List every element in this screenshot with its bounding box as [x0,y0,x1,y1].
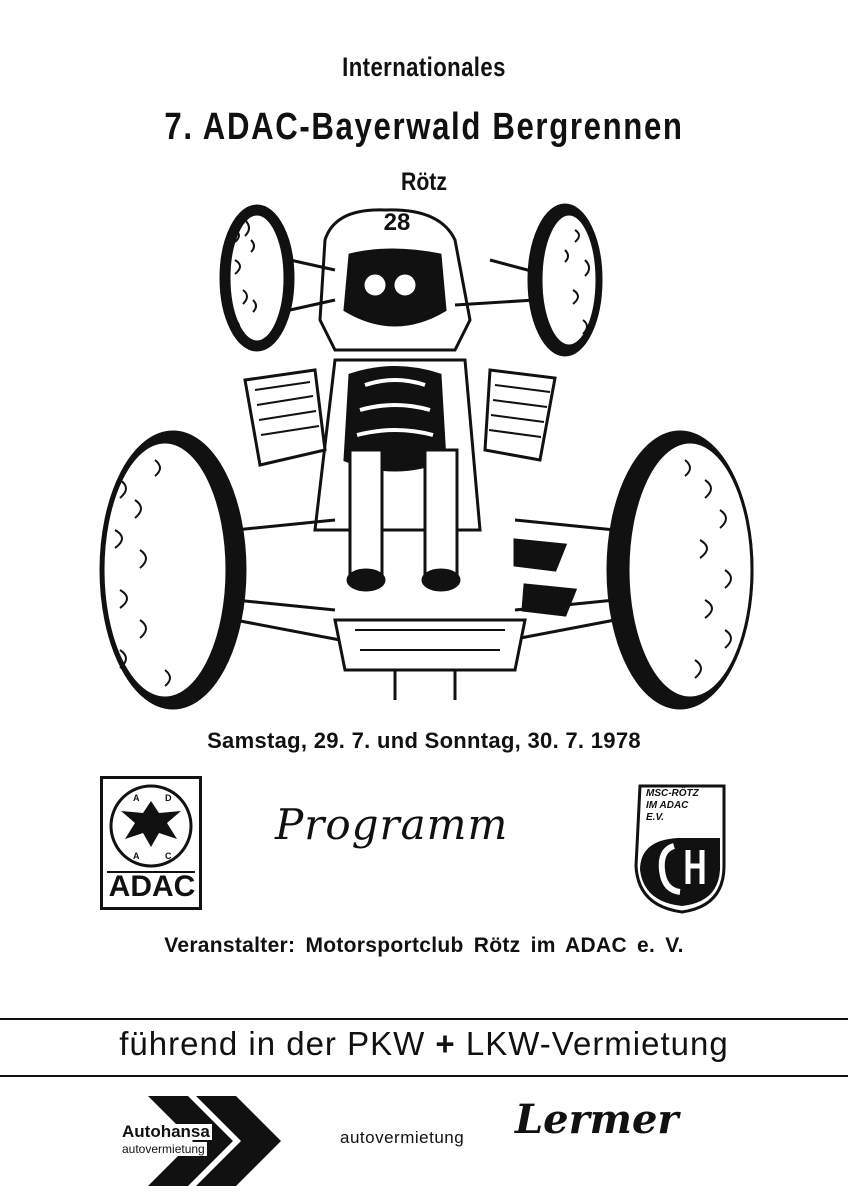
event-date: Samstag, 29. 7. und Sonntag, 30. 7. 1978 [207,728,641,753]
lermer-prefix: autovermietung [340,1128,465,1147]
autohansa-subtitle: autovermietung [122,1142,205,1156]
event-title: 7. ADAC-Bayerwald Bergrennen [164,106,684,148]
slogan-part-1: führend in der PKW [119,1025,426,1062]
msc-text [646,788,699,824]
ad-rule-bottom [0,1075,848,1077]
seal-letter-c: C [165,851,172,861]
race-car-illustration [95,200,765,715]
autohansa-chevron-icon [148,1096,283,1186]
msc-line-1: MSC-RÖTZ [646,788,699,799]
slogan-plus: + [435,1025,456,1062]
programm-title: Programm [275,800,509,849]
seal-letter-a1: A [133,793,140,803]
rear-right-wheel [608,432,752,708]
autohansa-brand: Autohansa [122,1122,210,1141]
car-number: 28 [383,209,411,236]
slogan-part-2: LKW-Vermietung [465,1025,729,1062]
lermer-brand: Lermer [515,1096,679,1143]
msc-line-2: IM ADAC [646,800,689,811]
adac-label: ADAC [108,870,196,903]
adac-eagle-seal-icon [103,781,199,871]
front-left-wheel [221,206,293,350]
event-location: Rötz [400,168,448,196]
rear-left-wheel [101,432,245,708]
front-right-wheel [529,205,601,355]
seal-letter-a2: A [133,851,140,861]
organizer-line: Veranstalter: Motorsportclub Rötz im ADAC e. V. [164,934,684,957]
msc-line-3: E.V. [646,812,664,823]
ad-rule-top [0,1018,848,1020]
ad-slogan [0,1025,848,1063]
seal-letter-d: D [165,793,172,803]
title-international: Internationales [342,52,506,82]
